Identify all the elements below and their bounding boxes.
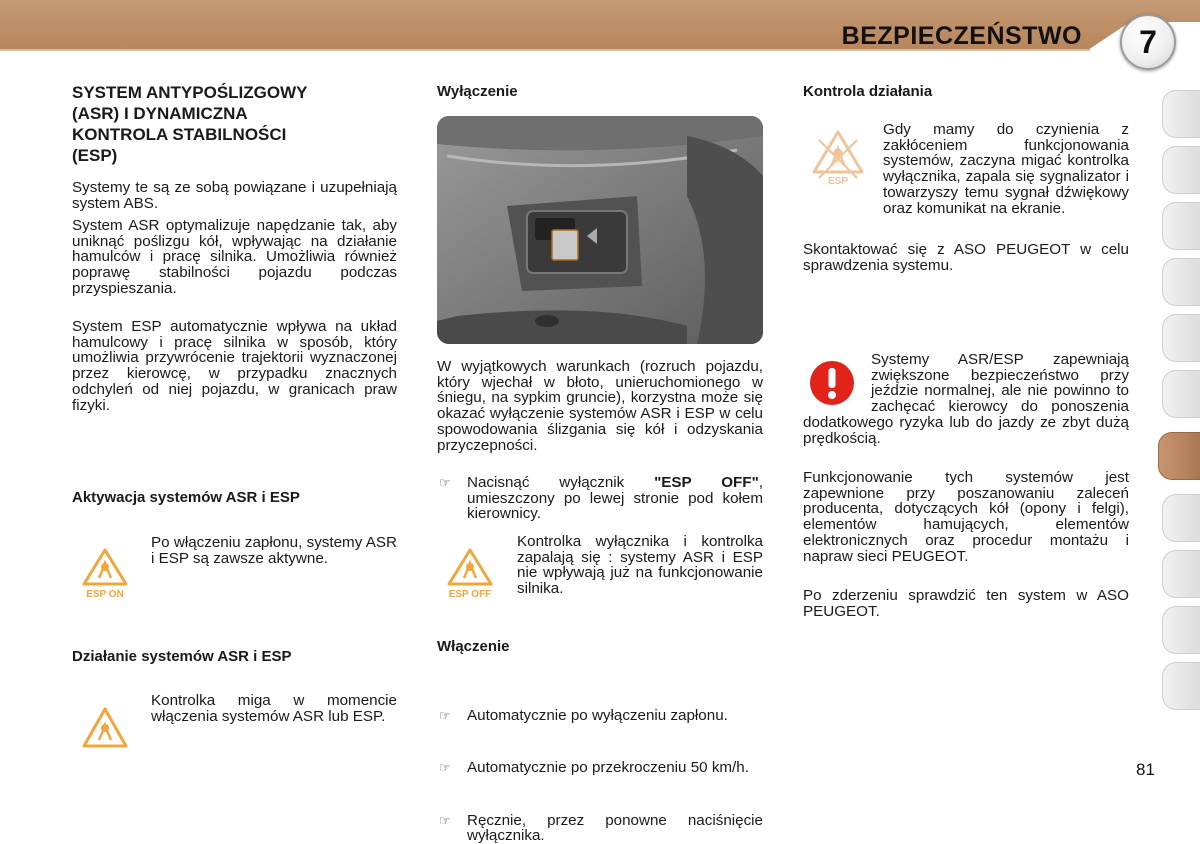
chapter-tab[interactable] <box>1162 314 1200 362</box>
asr-esp-warning-icon <box>80 706 130 752</box>
instruction-text-cont: , umieszczony po lewej stronie pod kołem kierownicy. <box>467 474 764 523</box>
chapter-tab[interactable] <box>1162 550 1200 598</box>
chapter-tab[interactable] <box>1162 258 1200 306</box>
section-title-line: SYSTEM ANTYPOŚLIZGOWY <box>72 83 308 102</box>
check-text-content: Gdy mamy do czynienia z zakłóceniem funkcjonowania systemów, zaczyna migać kontrolka wyłącznika, zapala się sygnalizator i towarzyszy temu sygnał dźwiękowy oraz komunikat na ekranie. <box>883 121 1129 217</box>
chapter-title: BEZPIECZEŃSTWO <box>841 22 1082 50</box>
esp-off-label: ESP OFF <box>448 589 492 600</box>
asr-paragraph: System ASR optymalizuje napędzanie tak, aby uniknąć poślizgu kół, wpływając na działanie hamulców i pracę silnika. Umożliwia również poprawę stabilności pojazdu podczas przyspieszania. <box>72 217 397 297</box>
chapter-tab[interactable] <box>1162 146 1200 194</box>
chapter-tab[interactable] <box>1162 370 1200 418</box>
on-item-text: Automatycznie po przekroczeniu 50 km/h. <box>467 758 749 776</box>
pointing-hand-icon: ☞ <box>439 708 451 724</box>
check-heading: Kontrola działania <box>803 83 933 100</box>
indicator-text: Kontrolka wyłącznika i kontrolka zapalają się : systemy ASR i ESP nie wpływają już na funkcjonowanie silnika. <box>517 533 763 598</box>
operation-heading: Działanie systemów ASR i ESP <box>72 648 292 665</box>
esp-off-button-name: "ESP OFF" <box>654 474 759 491</box>
section-title-line: KONTROLA STABILNOŚCI <box>72 125 287 144</box>
esp-off-warning-icon <box>445 548 495 600</box>
page-number: 81 <box>1136 760 1155 779</box>
chapter-tab[interactable] <box>1162 494 1200 542</box>
off-heading: Wyłączenie <box>437 83 518 100</box>
chapter-tabs <box>1160 90 1200 720</box>
pointing-hand-icon: ☞ <box>439 759 451 775</box>
esp-fault-label: ESP <box>827 176 849 187</box>
chapter-tab[interactable] <box>1162 90 1200 138</box>
on-item <box>437 708 763 724</box>
pointing-hand-icon: ☞ <box>439 475 451 490</box>
column-2 <box>437 82 764 844</box>
on-item <box>437 760 763 776</box>
intro-paragraph: Systemy te są ze sobą powiązane i uzupełniają system ABS. <box>72 179 397 212</box>
on-item-text: Automatycznie po wyłączeniu zapłonu. <box>467 707 728 725</box>
esp-off-switch-photo <box>437 116 763 344</box>
esp-on-warning-icon <box>80 548 130 600</box>
warning-paragraph-2: Funkcjonowanie tych systemów jest zapewnione przy poszanowaniu zaleceń producenta, dotyczących kół (opony i felgi), elementów hamujących, elementów elektronicznych oraz procedur montażu i napraw sieci PEUGEOT. <box>803 469 1129 565</box>
operation-text: Kontrolka miga w momencie włączenia systemów ASR lub ESP. <box>151 692 397 725</box>
on-item <box>437 813 763 844</box>
chapter-tab[interactable] <box>1162 662 1200 710</box>
esp-on-label: ESP ON <box>86 589 124 600</box>
warning-paragraph-3: Po zderzeniu sprawdzić ten system w ASO PEUGEOT. <box>803 587 1129 620</box>
icon-wrap-spacer <box>803 122 883 202</box>
check-text <box>803 122 1129 216</box>
chapter-tab[interactable] <box>1162 606 1200 654</box>
warning-text <box>803 352 1129 446</box>
activation-text: Po włączeniu zapłonu, systemy ASR i ESP są zawsze aktywne. <box>151 534 397 567</box>
off-paragraph: W wyjątkowych warunkach (rozruch pojazdu, który wjechał w błoto, unieruchomionego w śniegu, na sypkim gruncie), korzystna może się okazać wyłączenie systemów ASR i ESP w celu spowodowania ślizgania się kół i odzyskania przyczepności. <box>437 358 763 454</box>
esp-paragraph: System ESP automatycznie wpływa na układ hamulcowy i pracę silnika w sposób, który umożliwia przywrócenie trajektorii wyznaczonej przez kierowcę, w przypadku znacznych odchyleń od niej pojazdu, w granicach praw fizyki. <box>72 318 397 414</box>
chapter-tab[interactable] <box>1162 202 1200 250</box>
press-switch-instruction <box>437 475 763 522</box>
chapter-number-badge: 7 <box>1120 14 1176 70</box>
on-item-text: Ręcznie, przez ponowne naciśnięcie wyłącznika. <box>467 811 763 844</box>
section-title-line: (ESP) <box>72 146 118 165</box>
on-heading: Włączenie <box>437 638 510 655</box>
activation-heading: Aktywacja systemów ASR i ESP <box>72 489 300 506</box>
check-contact: Skontaktować się z ASO PEUGEOT w celu sprawdzenia systemu. <box>803 241 1129 274</box>
chapter-tab-active[interactable] <box>1158 432 1200 480</box>
section-title <box>72 82 397 166</box>
section-title-line: (ASR) I DYNAMICZNA <box>72 104 248 123</box>
warning-text-content: Systemy ASR/ESP zapewniają zwiększone bezpieczeństwo przy jeździe normalnej, ale nie powinno to zachęcać kierowcy do ponoszenia dodatkowego ryzyka lub do jazdy ze zbyt dużą prędkością. <box>803 351 1129 447</box>
icon-wrap-spacer <box>803 352 871 414</box>
instruction-text: Nacisnąć wyłącznik <box>467 474 655 491</box>
pointing-hand-icon: ☞ <box>439 812 451 828</box>
